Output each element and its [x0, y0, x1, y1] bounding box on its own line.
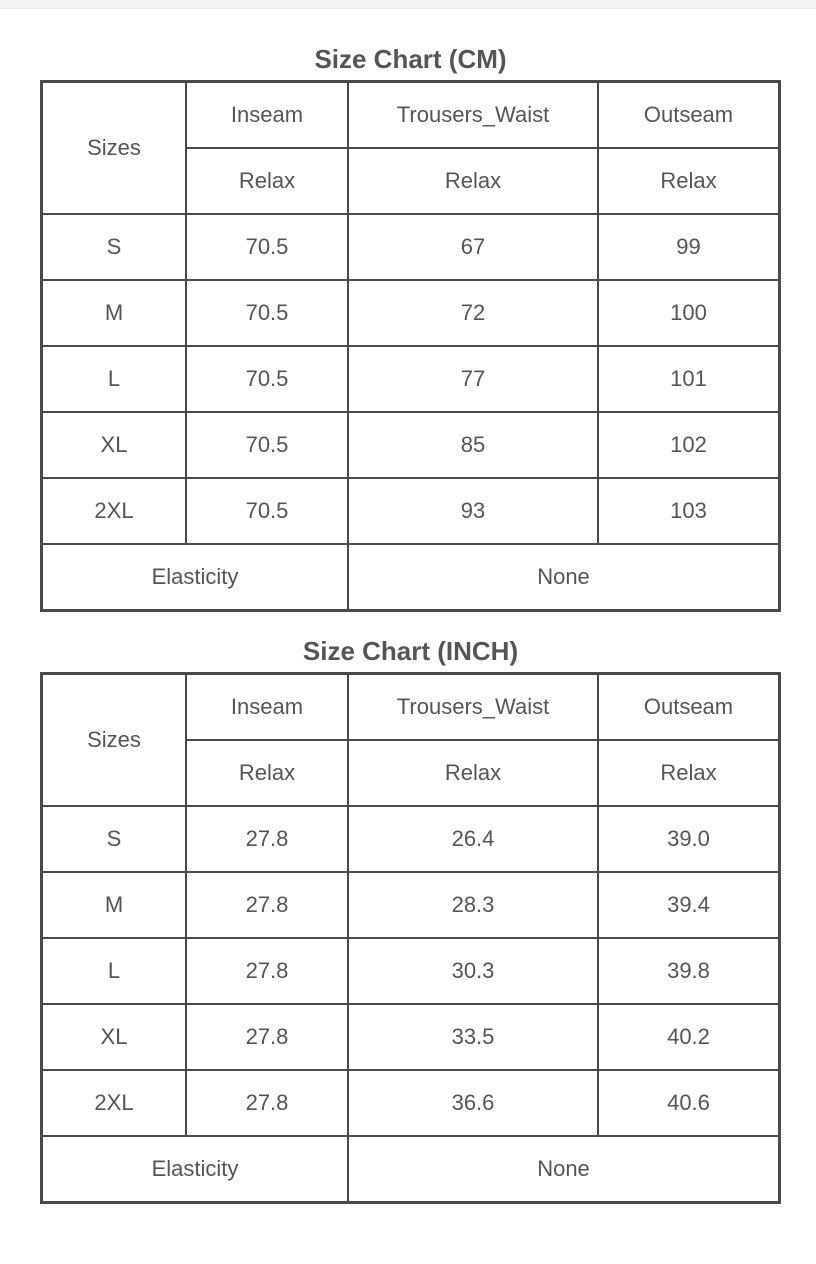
outseam-cell: 100 — [598, 280, 779, 346]
inseam-cell: 70.5 — [186, 280, 348, 346]
elasticity-label: Elasticity — [42, 1136, 348, 1202]
waist-cell: 93 — [348, 478, 598, 544]
waist-cell: 26.4 — [348, 806, 598, 872]
waist-cell: 28.3 — [348, 872, 598, 938]
size-cell: 2XL — [42, 478, 186, 544]
column-header-inseam: Inseam — [186, 674, 348, 740]
size-cell: S — [42, 806, 186, 872]
elasticity-value: None — [348, 544, 779, 610]
sizes-header: Sizes — [42, 82, 186, 214]
chart-title: Size Chart (CM) — [314, 44, 507, 74]
waist-cell: 33.5 — [348, 1004, 598, 1070]
size-cell: L — [42, 938, 186, 1004]
inseam-cell: 70.5 — [186, 346, 348, 412]
column-header-outseam: Outseam — [598, 674, 779, 740]
table-row — [42, 478, 779, 544]
inseam-cell: 70.5 — [186, 412, 348, 478]
size-cell: S — [42, 214, 186, 280]
table-row — [42, 938, 779, 1004]
top-bar — [0, 0, 816, 9]
chart-title: Size Chart (INCH) — [302, 636, 519, 666]
elasticity-row — [42, 544, 779, 610]
elasticity-label: Elasticity — [42, 544, 348, 610]
outseam-cell: 103 — [598, 478, 779, 544]
column-header-trousers-waist: Trousers_Waist — [348, 674, 598, 740]
table-row — [42, 806, 779, 872]
waist-cell: 77 — [348, 346, 598, 412]
column-header-outseam: Outseam — [598, 82, 779, 148]
waist-cell: 36.6 — [348, 1070, 598, 1136]
table-row — [42, 1070, 779, 1136]
size-cell: M — [42, 872, 186, 938]
size-cell: XL — [42, 1004, 186, 1070]
fit-label: Relax — [186, 148, 348, 214]
size-cell: 2XL — [42, 1070, 186, 1136]
inseam-cell: 27.8 — [186, 938, 348, 1004]
column-header-inseam: Inseam — [186, 82, 348, 148]
column-header-trousers-waist: Trousers_Waist — [348, 82, 598, 148]
inseam-cell: 70.5 — [186, 478, 348, 544]
table-row — [42, 412, 779, 478]
size-table — [40, 80, 781, 612]
size-cell: L — [42, 346, 186, 412]
outseam-cell: 40.6 — [598, 1070, 779, 1136]
fit-label: Relax — [598, 148, 779, 214]
sizes-header: Sizes — [42, 674, 186, 806]
header-row — [42, 674, 779, 740]
table-row — [42, 214, 779, 280]
inseam-cell: 70.5 — [186, 214, 348, 280]
fit-label: Relax — [598, 740, 779, 806]
outseam-cell: 39.4 — [598, 872, 779, 938]
inseam-cell: 27.8 — [186, 872, 348, 938]
outseam-cell: 101 — [598, 346, 779, 412]
table-row — [42, 872, 779, 938]
size-table — [40, 672, 781, 1204]
fit-label: Relax — [348, 148, 598, 214]
outseam-cell: 39.8 — [598, 938, 779, 1004]
inseam-cell: 27.8 — [186, 1004, 348, 1070]
outseam-cell: 39.0 — [598, 806, 779, 872]
waist-cell: 85 — [348, 412, 598, 478]
table-row — [42, 280, 779, 346]
outseam-cell: 99 — [598, 214, 779, 280]
outseam-cell: 102 — [598, 412, 779, 478]
waist-cell: 67 — [348, 214, 598, 280]
header-row — [42, 82, 779, 148]
elasticity-row — [42, 1136, 779, 1202]
outseam-cell: 40.2 — [598, 1004, 779, 1070]
inseam-cell: 27.8 — [186, 806, 348, 872]
table-row — [42, 1004, 779, 1070]
size-chart-inch — [40, 632, 781, 1204]
table-row — [42, 346, 779, 412]
elasticity-value: None — [348, 1136, 779, 1202]
size-chart-cm — [40, 40, 781, 612]
inseam-cell: 27.8 — [186, 1070, 348, 1136]
size-cell: XL — [42, 412, 186, 478]
waist-cell: 30.3 — [348, 938, 598, 1004]
waist-cell: 72 — [348, 280, 598, 346]
fit-label: Relax — [348, 740, 598, 806]
fit-label: Relax — [186, 740, 348, 806]
size-cell: M — [42, 280, 186, 346]
